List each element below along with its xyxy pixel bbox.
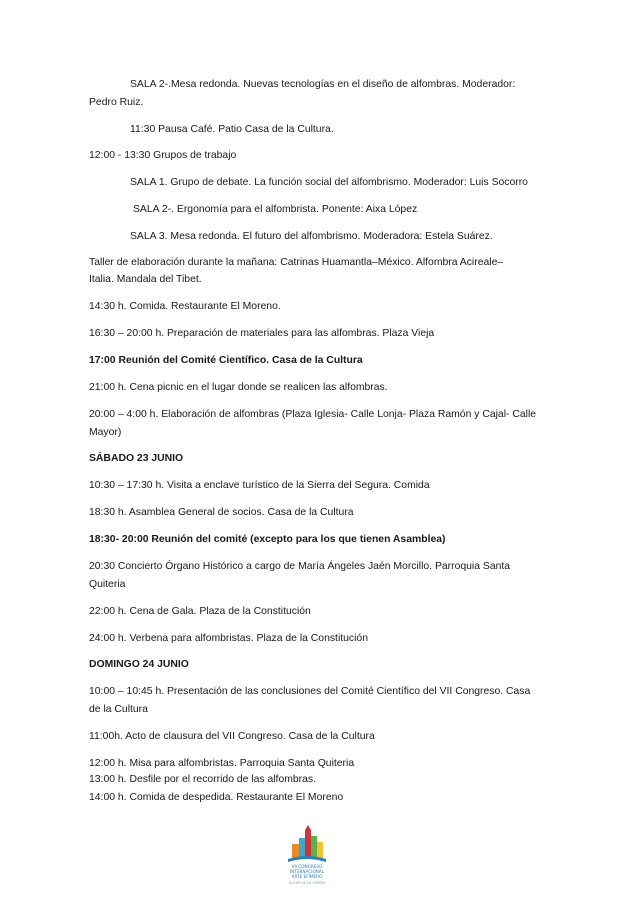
logo-lettering	[289, 864, 325, 885]
text-line: Taller de elaboración durante la mañana: Catrinas Huamantla–México. Alfombra Acireale–	[89, 257, 504, 268]
section-heading: 18:30- 20:00 Reunión del comité (excepto para los que tienen Asamblea)	[89, 534, 446, 545]
logo-buildings-icon	[288, 825, 326, 862]
svg-text:ELCHE DE LA SIERRA: ELCHE DE LA SIERRA	[289, 881, 325, 885]
text-line: Pedro Ruiz.	[89, 97, 144, 108]
text-line: Mayor)	[89, 427, 122, 438]
text-line: 18:30 h. Asamblea General de socios. Casa de la Cultura	[89, 507, 354, 518]
congress-logo-graphic	[277, 822, 337, 888]
text-line: 20:30 Concierto Órgano Histórico a cargo de María Ángeles Jaén Morcillo. Parroquia Santa	[89, 561, 511, 572]
text-line: 16:30 – 20:00 h. Preparación de materiales para las alfombras. Plaza Vieja	[89, 328, 435, 339]
text-line: Italia. Mandala del Tibet.	[89, 274, 202, 285]
svg-text:INTERNACIONAL: INTERNACIONAL	[289, 869, 325, 874]
text-line: 14:00 h. Comida de despedida. Restaurante El Moreno	[89, 792, 344, 803]
text-line: SALA 2-.Mesa redonda. Nuevas tecnologías en el diseño de alfombras. Moderador:	[130, 79, 516, 90]
text-line: Quiteria	[89, 579, 126, 590]
text-line: 14:30 h. Comida. Restaurante El Moreno.	[89, 301, 281, 312]
day-heading: SÁBADO 23 JUNIO	[89, 453, 184, 464]
text-line: 10:00 – 10:45 h. Presentación de las conclusiones del Comité Científico del VII Congreso. Casa	[89, 686, 531, 697]
text-line: 11:00h. Acto de clausura del VII Congreso. Casa de la Cultura	[89, 731, 375, 742]
congress-logo	[277, 822, 337, 888]
text-line: 11:30 Pausa Café. Patio Casa de la Cultura.	[130, 124, 334, 135]
day-heading: DOMINGO 24 JUNIO	[89, 659, 189, 670]
text-line: 22:00 h. Cena de Gala. Plaza de la Constitución	[89, 606, 311, 617]
text-line: 20:00 – 4:00 h. Elaboración de alfombras (Plaza Iglesia- Calle Lonja- Plaza Ramón y Cajal- Calle	[89, 409, 537, 420]
section-heading: 17:00 Reunión del Comité Científico. Casa de la Cultura	[89, 355, 363, 366]
svg-text:VII CONGRESO: VII CONGRESO	[291, 864, 323, 869]
text-line: 10:30 – 17:30 h. Visita a enclave turístico de la Sierra del Segura. Comida	[89, 480, 430, 491]
text-line: SALA 2-. Ergonomía para el alfombrista. Ponente: Aixa López	[133, 204, 418, 215]
text-line: 24:00 h. Verbena para alfombristas. Plaza de la Constitución	[89, 633, 368, 644]
svg-text:ARTE EFÍMERO: ARTE EFÍMERO	[291, 874, 323, 879]
text-line: 12:00 h. Misa para alfombristas. Parroquia Santa Quiteria	[89, 758, 355, 769]
text-line: SALA 1. Grupo de debate. La función social del alfombrismo. Moderador: Luis Socorro	[130, 177, 528, 188]
text-line: 21:00 h. Cena picnic en el lugar donde se realicen las alfombras.	[89, 382, 388, 393]
text-line: SALA 3. Mesa redonda. El futuro del alfombrismo. Moderadora: Estela Suárez.	[130, 231, 493, 242]
text-line: 13:00 h. Desfile por el recorrido de las alfombras.	[89, 774, 316, 785]
text-line: 12:00 - 13:30 Grupos de trabajo	[89, 150, 237, 161]
text-line: de la Cultura	[89, 704, 148, 715]
